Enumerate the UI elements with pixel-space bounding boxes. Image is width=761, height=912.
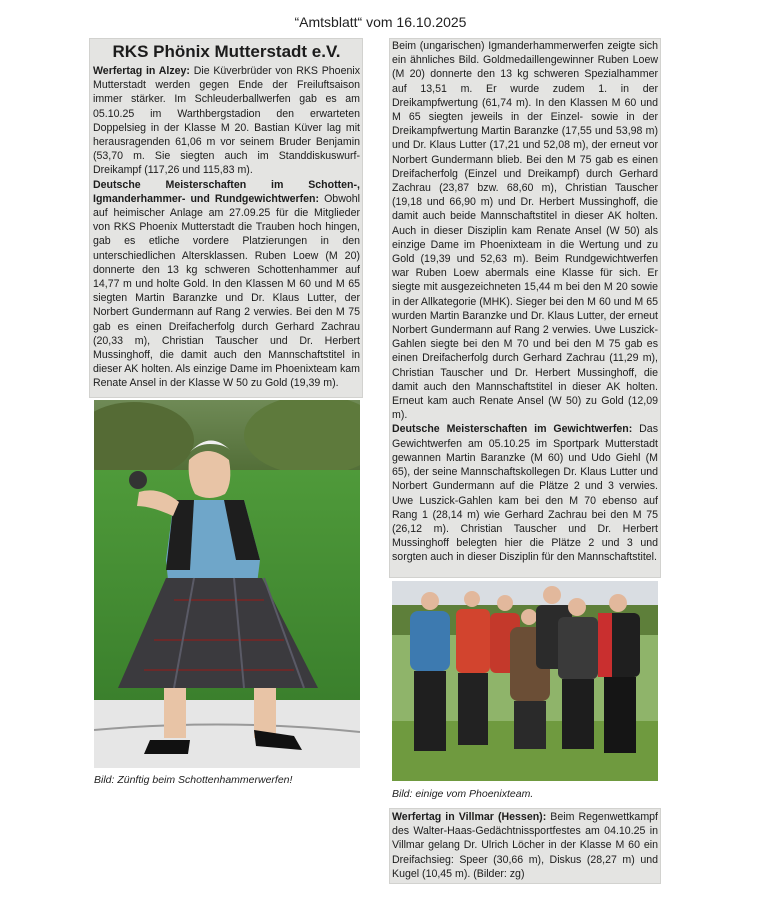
photo-team <box>392 581 658 781</box>
paragraph-dm-gewicht: Deutsche Meisterschaften im Gewichtwerfen: Das Gewichtwerfen am 05.10.25 im Sportpark Mutterstadt gewannen Martin Baranzke (M 60) und Udo Giehl (M 65), der seine Mannschaftskollegen Dr. Klaus Lutter und Norbert Gundermann auf die Plätze 2 und 3 verwies. Uwe Luszick-Gahlen kam bei den M 70 ebenso auf Rang 1 (28,14 m) wie Gerhard Zachrau bei den M 75 (26,12 m). Christian Tauscher und Dr. Herbert Mussinghoff belegten hier die Plätze 2 und 3 und sorgten auch in dieser Disziplin für den Mannschaftstitel. <box>392 423 658 564</box>
right-article <box>392 39 658 565</box>
subhead-villmar: Werfertag in Villmar (Hessen): <box>392 811 547 823</box>
paragraph-alzey: Werfertag in Alzey: Die Küverbrüder von RKS Phoenix Mutterstadt werden gegen Ende der Freiluftsaison immer stärker. Im Schleuderballwerfen gab es am 05.10.25 im Warthbergstadion den erwarteten Doppelsieg in der Klasse M 20. Bastian Küver lag mit herausragenden 61,06 m vor seinem Bruder Benjamin (53,70 m. Sie siegten auch im Standdiskuswurf-Dreikampf (117,26 und 115,83 m). <box>93 65 360 177</box>
page-header: “Amtsblatt“ vom 16.10.2025 <box>294 14 467 30</box>
paragraph-igmander: Beim (ungarischen) Igmanderhammerwerfen zeigte sich ein ähnliches Bild. Goldmedaillengewinner Ruben Loew (M 20) donnerte den 13 kg schweren Spezialhammer auf 13,51 m. Er wurde zudem 1. in der Dreikampfwertung (61,74 m). In den Klassen M 60 und M 65 siegten jeweils in der Einzel- sowie in der Dreikampfwertung Martin Baranzke (17,55 und 53,98 m) und Dr. Klaus Lutter (17,21 und 52,08 m), der erneut vor Norbert Gundermann blieb. Bei den M 75 gab es einen Dreifacherfolg (Einzel und Dreikampf) durch Gerhard Zachrau (23,87 bzw. 68,60 m), Christian Tauscher (19,18 und 66,90 m) und Dr. Herbert Mussinghoff, die damit auch beide Mannschaftstitel in dieser AK holten. Auch in dieser Disziplin kam Renate Ansel (W 50) als einzige Dame im Phoenixteam in die Wertung und zu Gold (19,39 und 52,63 m). Beim Rundgewichtwerfen war Ruben Loew abermals eine Klasse für sich. Er siegte mit ausgezeichneten 15,44 m bei den M 20 sowie in der Allkategorie (MHK). Sieger bei den M 60 und M 65 wurden Martin Baranzke und Dr. Klaus Lutter, der erneut Norbert Gundermann auf Rang 2 verwies. Uwe Luszick-Gahlen siegte bei den M 70 und bei den M 75 gab es einen Dreifacherfolg durch Gerhard Zachrau (11,29 m), Christian Tauscher und Dr. Herbert Mussinghoff, die damit auch den Mannschaftstitel in dieser AK holten. Erneut kam auch Renate Ansel (W 50) zu Gold (12,09 m). <box>392 40 658 422</box>
subhead-dm-gewicht: Deutsche Meisterschaften im Gewichtwerfen: <box>392 423 633 436</box>
photo-hammer-thrower <box>94 400 360 768</box>
paragraph-villmar: Werfertag in Villmar (Hessen): Beim Regenwettkampf des Walter-Haas-Gedächtnissportfestes am 04.10.25 in Villmar gelang Dr. Ulrich Löcher in der Klasse M 60 ein Dreifachsieg: Speer (30,66 m), Diskus (28,27 m) und Kugel (10,45 m). (Bilder: zg) <box>392 811 658 880</box>
team-image <box>392 581 658 781</box>
caption-right: Bild: einige vom Phoenixteam. <box>392 788 534 800</box>
caption-left: Bild: Zünftig beim Schottenhammerwerfen! <box>94 774 293 786</box>
hammer-thrower-image <box>94 400 360 768</box>
subhead-alzey: Werfertag in Alzey: <box>93 65 190 77</box>
subhead-dm-schotten: Deutsche Meisterschaften im Schotten-, Igmanderhammer- und Rundgewichtwerfen: <box>93 178 360 205</box>
left-article <box>93 39 360 391</box>
paragraph-dm-schotten: Deutsche Meisterschaften im Schotten-, Igmanderhammer- und Rundgewichtwerfen: Obwohl auf heimischer Anlage am 27.09.25 für die Mitglieder von RKS Phoenix Mutterstadt die Trauben hoch hingen, gab es etliche vordere Platzierungen in den unterschiedlichen Altersklassen. Ruben Loew (M 20) donnerte den 13 kg schweren Schottenhammer auf 14,77 m und holte Gold. In den Klassen M 60 und M 65 siegten Martin Baranzke und Dr. Klaus Lutter, der Norbert Gundermann auf Rang 2 verwies. Bei den M 75 gab es einen Dreifacherfolg durch Gerhard Zachrau (20,33 m), Christian Tauscher und Dr. Herbert Mussinghoff, die damit auch den Mannschaftstitel in dieser AK holten. Als einzige Dame im Phoenixteam kam Renate Ansel in der Klasse W 50 zu Gold (19,39 m). <box>93 178 360 390</box>
villmar-article <box>392 810 658 881</box>
article-title: RKS Phönix Mutterstadt e.V. <box>112 42 341 61</box>
